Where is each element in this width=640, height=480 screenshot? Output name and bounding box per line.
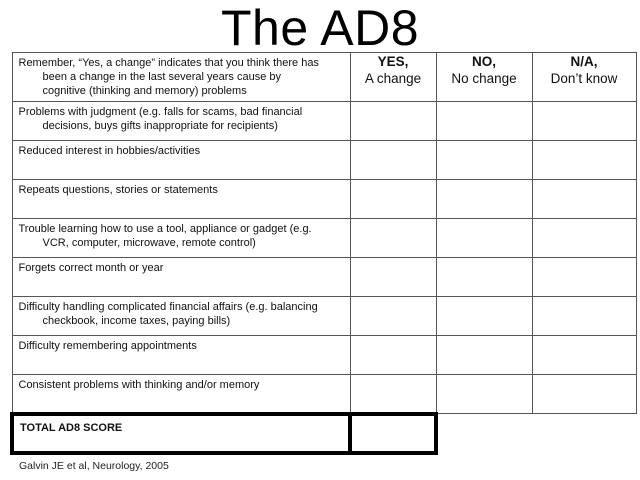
answer-na-cell[interactable]	[532, 336, 636, 375]
answer-yes-cell[interactable]	[350, 141, 436, 180]
answer-yes-cell[interactable]	[350, 180, 436, 219]
item-description	[12, 219, 350, 258]
answer-yes-cell[interactable]	[350, 102, 436, 141]
answer-na-cell[interactable]	[532, 297, 636, 336]
answer-na-cell[interactable]	[532, 219, 636, 258]
item-description	[12, 375, 350, 414]
ad8-questionnaire-table	[10, 52, 637, 455]
item-line-2: checkbook, income taxes, paying bills)	[42, 315, 231, 327]
column-na-subtitle: Don’t know	[550, 71, 618, 86]
answer-no-cell[interactable]	[436, 297, 532, 336]
table-row	[12, 297, 636, 336]
item-line-1: Consistent problems with thinking and/or memory	[18, 379, 260, 391]
instruction-line-2: been a change in the last several years cause by	[42, 71, 281, 83]
answer-no-cell[interactable]	[436, 141, 532, 180]
column-na-title: N/A,	[570, 54, 598, 69]
table-row	[12, 375, 636, 414]
instruction-cell	[12, 53, 350, 102]
item-line-1: Trouble learning how to use a tool, appliance or gadget (e.g.	[18, 223, 312, 235]
answer-no-cell[interactable]	[436, 219, 532, 258]
item-line-1: Problems with judgment (e.g. falls for scams, bad financial	[18, 106, 303, 118]
item-description	[12, 141, 350, 180]
column-yes-subtitle: A change	[364, 71, 422, 86]
answer-no-cell[interactable]	[436, 180, 532, 219]
table-row	[12, 102, 636, 141]
answer-no-cell[interactable]	[436, 258, 532, 297]
answer-na-cell[interactable]	[532, 180, 636, 219]
answer-yes-cell[interactable]	[350, 297, 436, 336]
answer-yes-cell[interactable]	[350, 258, 436, 297]
column-no-title: NO,	[471, 54, 496, 69]
answer-yes-cell[interactable]	[350, 375, 436, 414]
answer-yes-cell[interactable]	[350, 336, 436, 375]
answer-na-cell[interactable]	[532, 258, 636, 297]
empty-cell	[436, 414, 532, 453]
column-header-yes	[350, 53, 436, 102]
table-row	[12, 141, 636, 180]
answer-no-cell[interactable]	[436, 375, 532, 414]
table-row	[12, 258, 636, 297]
item-description	[12, 258, 350, 297]
instruction-line-1: Remember, “Yes, a change” indicates that you think there has	[18, 57, 319, 69]
answer-na-cell[interactable]	[532, 141, 636, 180]
column-yes-title: YES,	[377, 54, 409, 69]
citation: Galvin JE et al, Neurology, 2005	[19, 460, 169, 472]
page-title: The AD8	[220, 0, 420, 56]
item-description	[12, 336, 350, 375]
total-score-row	[12, 414, 636, 453]
item-line-1: Difficulty remembering appointments	[18, 340, 197, 352]
table-row	[12, 180, 636, 219]
column-header-na	[532, 53, 636, 102]
empty-cell	[532, 414, 636, 453]
total-score-label: TOTAL AD8 SCORE	[12, 414, 350, 453]
answer-no-cell[interactable]	[436, 336, 532, 375]
answer-yes-cell[interactable]	[350, 219, 436, 258]
item-line-1: Repeats questions, stories or statements	[18, 184, 218, 196]
item-line-1: Forgets correct month or year	[18, 262, 164, 274]
table-header-row	[12, 53, 636, 102]
item-line-2: VCR, computer, microwave, remote control)	[42, 237, 256, 249]
answer-na-cell[interactable]	[532, 102, 636, 141]
answer-na-cell[interactable]	[532, 375, 636, 414]
total-score-cell[interactable]	[350, 414, 436, 453]
column-no-subtitle: No change	[451, 71, 517, 86]
item-description	[12, 297, 350, 336]
instruction-line-3: cognitive (thinking and memory) problems	[42, 85, 247, 97]
answer-no-cell[interactable]	[436, 102, 532, 141]
item-line-1: Difficulty handling complicated financial affairs (e.g. balancing	[18, 301, 318, 313]
column-header-no	[436, 53, 532, 102]
item-description	[12, 102, 350, 141]
item-line-1: Reduced interest in hobbies/activities	[18, 145, 201, 157]
item-line-2: decisions, buys gifts inappropriate for recipients)	[42, 120, 278, 132]
table-row	[12, 336, 636, 375]
item-description	[12, 180, 350, 219]
table-row	[12, 219, 636, 258]
